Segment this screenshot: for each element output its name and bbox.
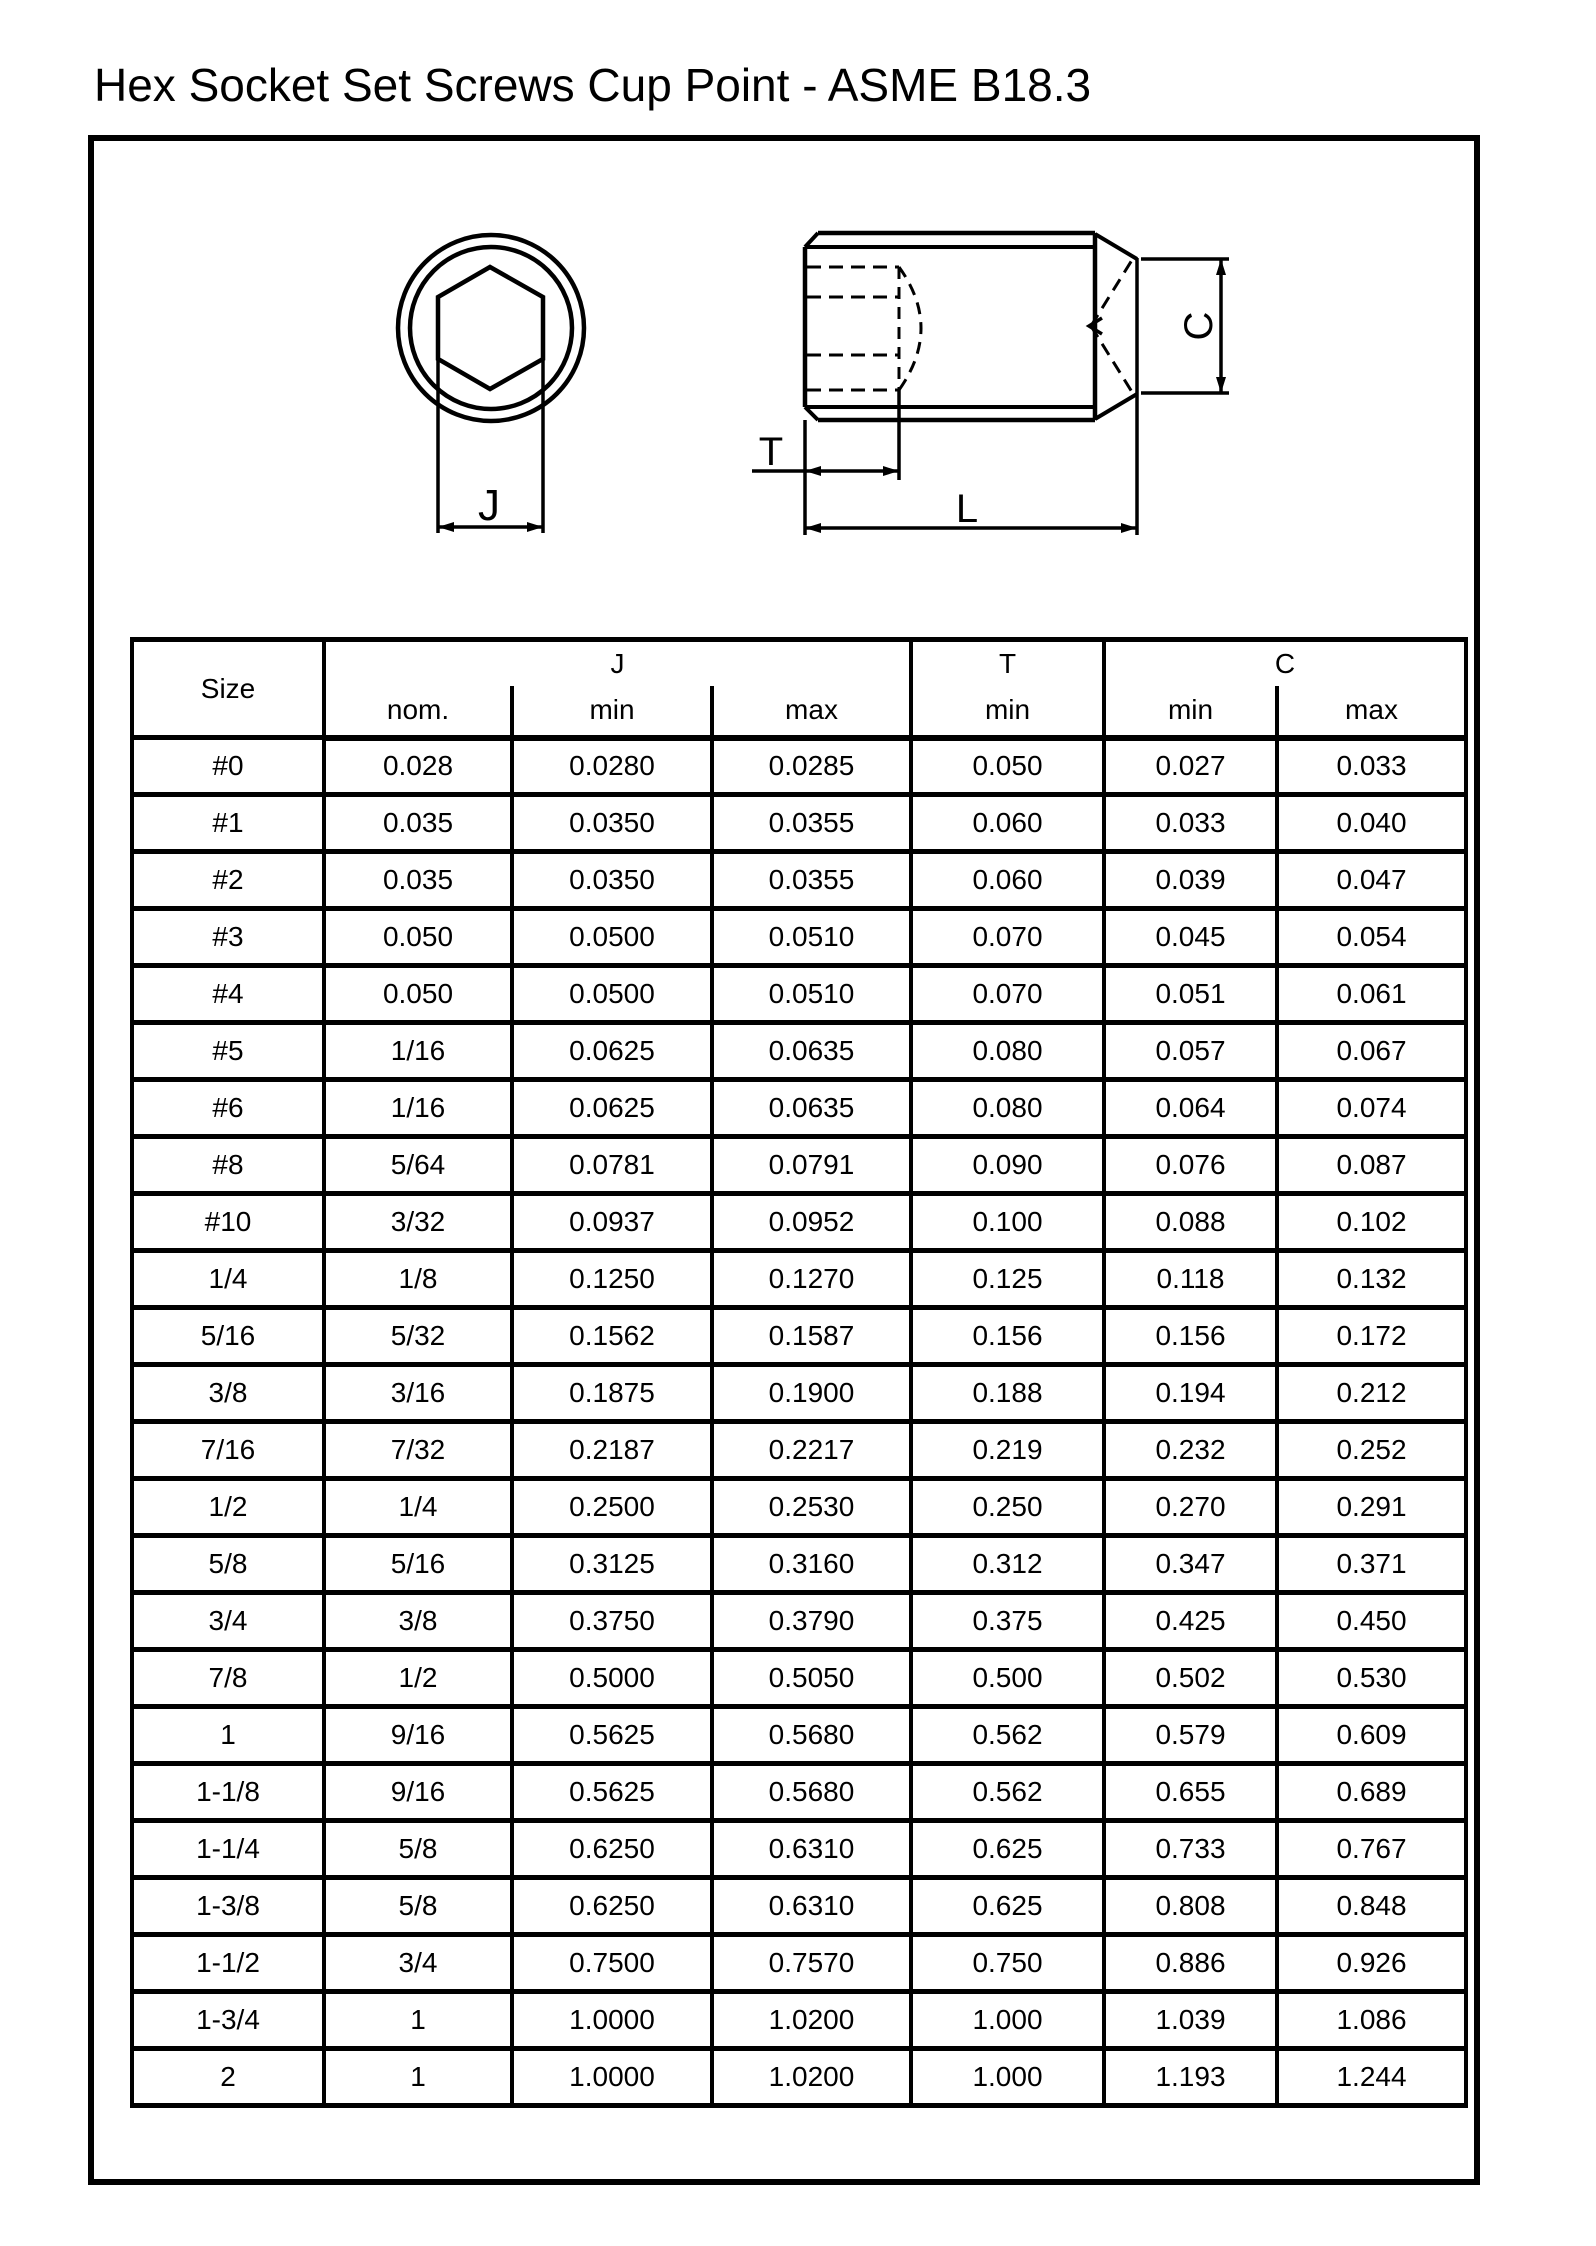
socket-hidden-lines [807,267,899,390]
size-cell: 7/8 [132,1650,324,1707]
value-cell: 0.0280 [512,738,712,795]
value-cell: 0.156 [1104,1308,1277,1365]
value-cell: 0.076 [1104,1137,1277,1194]
table-body [132,738,1466,2106]
value-cell: 0.450 [1277,1593,1466,1650]
value-cell: 0.088 [1104,1194,1277,1251]
value-cell: 0.0350 [512,795,712,852]
inner-circle [410,247,572,409]
l-arrow-left [805,523,821,533]
table-row [132,1707,1466,1764]
j-arrow-left [438,522,454,532]
c-arrow-top [1216,259,1226,275]
value-cell: 0.0350 [512,852,712,909]
value-cell: 0.0781 [512,1137,712,1194]
table-row [132,1422,1466,1479]
size-cell: 3/8 [132,1365,324,1422]
value-cell: 0.767 [1277,1821,1466,1878]
value-cell: 0.689 [1277,1764,1466,1821]
value-cell: 0.562 [911,1764,1104,1821]
value-cell: 0.0510 [712,909,911,966]
dim-label-j: J [478,481,500,530]
t-arrow-right [883,466,899,476]
col-header-j-max: max [712,686,911,738]
table-row [132,1821,1466,1878]
size-cell: 1-1/4 [132,1821,324,1878]
value-cell: 9/16 [324,1707,512,1764]
value-cell: 0.1875 [512,1365,712,1422]
value-cell: 0.1900 [712,1365,911,1422]
value-cell: 0.609 [1277,1707,1466,1764]
value-cell: 0.2530 [712,1479,911,1536]
table-row [132,1593,1466,1650]
col-group-c: C [1104,640,1466,686]
size-cell: 1-3/4 [132,1992,324,2049]
size-cell: 7/16 [132,1422,324,1479]
value-cell: 0.156 [911,1308,1104,1365]
table-row [132,795,1466,852]
value-cell: 0.212 [1277,1365,1466,1422]
value-cell: 3/8 [324,1593,512,1650]
value-cell: 0.132 [1277,1251,1466,1308]
value-cell: 3/16 [324,1365,512,1422]
dim-label-c: C [1177,311,1221,341]
value-cell: 9/16 [324,1764,512,1821]
value-cell: 0.5000 [512,1650,712,1707]
col-group-j: J [324,640,911,686]
value-cell: 0.7570 [712,1935,911,1992]
value-cell: 0.926 [1277,1935,1466,1992]
value-cell: 0.1250 [512,1251,712,1308]
value-cell: 0.064 [1104,1080,1277,1137]
size-cell: 5/16 [132,1308,324,1365]
l-arrow-right [1121,523,1137,533]
value-cell: 0.291 [1277,1479,1466,1536]
value-cell: 0.045 [1104,909,1277,966]
j-arrow-right [527,522,543,532]
header-sub-row [132,686,1466,738]
value-cell: 0.067 [1277,1023,1466,1080]
value-cell: 0.375 [911,1593,1104,1650]
value-cell: 0.347 [1104,1536,1277,1593]
table-row [132,1878,1466,1935]
value-cell: 0.102 [1277,1194,1466,1251]
value-cell: 0.033 [1104,795,1277,852]
value-cell: 5/64 [324,1137,512,1194]
value-cell: 0.625 [911,1821,1104,1878]
table-row [132,909,1466,966]
size-cell: #6 [132,1080,324,1137]
table-row [132,852,1466,909]
value-cell: 0.100 [911,1194,1104,1251]
size-cell: #5 [132,1023,324,1080]
table-row [132,1365,1466,1422]
value-cell: 0.5625 [512,1764,712,1821]
value-cell: 0.6310 [712,1821,911,1878]
value-cell: 1.0000 [512,2049,712,2106]
size-cell: 1-1/8 [132,1764,324,1821]
value-cell: 0.060 [911,852,1104,909]
value-cell: 0.070 [911,909,1104,966]
value-cell: 7/32 [324,1422,512,1479]
table-row [132,1308,1466,1365]
value-cell: 0.070 [911,966,1104,1023]
col-header-c-min: min [1104,686,1277,738]
size-cell: #2 [132,852,324,909]
table-row [132,1650,1466,1707]
outer-circle [398,235,584,421]
value-cell: 0.2217 [712,1422,911,1479]
size-cell: 1-1/2 [132,1935,324,1992]
value-cell: 0.6250 [512,1878,712,1935]
size-cell: 1/4 [132,1251,324,1308]
value-cell: 5/8 [324,1821,512,1878]
value-cell: 0.0937 [512,1194,712,1251]
value-cell: 0.0635 [712,1080,911,1137]
value-cell: 0.194 [1104,1365,1277,1422]
value-cell: 0.250 [911,1479,1104,1536]
value-cell: 0.625 [911,1878,1104,1935]
value-cell: 0.027 [1104,738,1277,795]
value-cell: 1/8 [324,1251,512,1308]
value-cell: 0.035 [324,852,512,909]
value-cell: 0.733 [1104,1821,1277,1878]
value-cell: 0.051 [1104,966,1277,1023]
value-cell: 5/32 [324,1308,512,1365]
value-cell: 0.500 [911,1650,1104,1707]
value-cell: 0.0500 [512,909,712,966]
size-cell: 2 [132,2049,324,2106]
value-cell: 0.655 [1104,1764,1277,1821]
value-cell: 1 [324,1992,512,2049]
hex-socket-outline [438,267,543,389]
header-group-row [132,640,1466,686]
table-row [132,1194,1466,1251]
value-cell: 0.050 [324,966,512,1023]
value-cell: 0.028 [324,738,512,795]
value-cell: 0.530 [1277,1650,1466,1707]
value-cell: 0.425 [1104,1593,1277,1650]
size-cell: #4 [132,966,324,1023]
value-cell: 0.3750 [512,1593,712,1650]
value-cell: 0.050 [324,909,512,966]
value-cell: 0.886 [1104,1935,1277,1992]
value-cell: 0.087 [1277,1137,1466,1194]
size-cell: 3/4 [132,1593,324,1650]
value-cell: 0.6250 [512,1821,712,1878]
value-cell: 0.047 [1277,852,1466,909]
drill-point-arc [899,267,921,390]
value-cell: 0.252 [1277,1422,1466,1479]
value-cell: 0.5625 [512,1707,712,1764]
value-cell: 0.270 [1104,1479,1277,1536]
value-cell: 0.0952 [712,1194,911,1251]
value-cell: 0.074 [1277,1080,1466,1137]
value-cell: 0.232 [1104,1422,1277,1479]
dim-label-l: L [955,487,979,531]
col-header-j-min: min [512,686,712,738]
value-cell: 0.050 [911,738,1104,795]
value-cell: 0.2187 [512,1422,712,1479]
value-cell: 0.5050 [712,1650,911,1707]
value-cell: 1.0200 [712,2049,911,2106]
value-cell: 1/16 [324,1023,512,1080]
value-cell: 0.0635 [712,1023,911,1080]
size-cell: #1 [132,795,324,852]
col-header-j-nom: nom. [324,686,512,738]
value-cell: 1/2 [324,1650,512,1707]
value-cell: 0.3790 [712,1593,911,1650]
value-cell: 1.000 [911,1992,1104,2049]
size-cell: 1-3/8 [132,1878,324,1935]
value-cell: 0.172 [1277,1308,1466,1365]
table-row [132,1764,1466,1821]
value-cell: 0.3160 [712,1536,911,1593]
value-cell: 0.502 [1104,1650,1277,1707]
value-cell: 1.193 [1104,2049,1277,2106]
table-row [132,966,1466,1023]
value-cell: 0.0285 [712,738,911,795]
value-cell: 0.0791 [712,1137,911,1194]
size-cell: #8 [132,1137,324,1194]
side-view [752,233,1229,535]
value-cell: 3/32 [324,1194,512,1251]
value-cell: 1 [324,2049,512,2106]
value-cell: 0.0355 [712,852,911,909]
value-cell: 0.0500 [512,966,712,1023]
value-cell: 0.125 [911,1251,1104,1308]
table-row [132,1992,1466,2049]
value-cell: 0.312 [911,1536,1104,1593]
value-cell: 0.054 [1277,909,1466,966]
end-view [398,235,584,533]
value-cell: 1/16 [324,1080,512,1137]
value-cell: 0.1270 [712,1251,911,1308]
value-cell: 0.039 [1104,852,1277,909]
table-row [132,1137,1466,1194]
value-cell: 0.0510 [712,966,911,1023]
value-cell: 0.090 [911,1137,1104,1194]
value-cell: 0.061 [1277,966,1466,1023]
col-header-size: Size [132,640,324,738]
value-cell: 0.0355 [712,795,911,852]
col-group-t: T [911,640,1104,686]
c-arrow-bottom [1216,377,1226,393]
value-cell: 0.2500 [512,1479,712,1536]
size-cell: #3 [132,909,324,966]
dim-label-t: T [758,430,784,474]
size-cell: #10 [132,1194,324,1251]
value-cell: 0.371 [1277,1536,1466,1593]
table-row [132,1080,1466,1137]
value-cell: 0.219 [911,1422,1104,1479]
value-cell: 0.5680 [712,1707,911,1764]
value-cell: 0.3125 [512,1536,712,1593]
value-cell: 5/16 [324,1536,512,1593]
value-cell: 1.0200 [712,1992,911,2049]
value-cell: 1.039 [1104,1992,1277,2049]
size-cell: #0 [132,738,324,795]
table-row [132,1251,1466,1308]
col-header-t-min: min [911,686,1104,738]
value-cell: 1.000 [911,2049,1104,2106]
value-cell: 1.086 [1277,1992,1466,2049]
value-cell: 0.080 [911,1023,1104,1080]
table-row [132,1479,1466,1536]
table-row [132,1935,1466,1992]
table-row [132,1536,1466,1593]
value-cell: 0.080 [911,1080,1104,1137]
table-row [132,738,1466,795]
value-cell: 1/4 [324,1479,512,1536]
value-cell: 0.0625 [512,1023,712,1080]
table-row [132,1023,1466,1080]
value-cell: 0.7500 [512,1935,712,1992]
value-cell: 0.562 [911,1707,1104,1764]
table-header [132,640,1466,738]
value-cell: 1.244 [1277,2049,1466,2106]
value-cell: 0.750 [911,1935,1104,1992]
value-cell: 0.035 [324,795,512,852]
value-cell: 0.579 [1104,1707,1277,1764]
col-header-c-max: max [1277,686,1466,738]
page-title: Hex Socket Set Screws Cup Point - ASME B18.3 [94,59,1092,111]
value-cell: 0.5680 [712,1764,911,1821]
technical-drawing [88,135,1480,615]
value-cell: 0.188 [911,1365,1104,1422]
size-cell: 1 [132,1707,324,1764]
value-cell: 0.0625 [512,1080,712,1137]
value-cell: 0.040 [1277,795,1466,852]
size-cell: 1/2 [132,1479,324,1536]
size-cell: 5/8 [132,1536,324,1593]
table-row [132,2049,1466,2106]
value-cell: 0.1562 [512,1308,712,1365]
t-arrow-left [805,466,821,476]
value-cell: 0.1587 [712,1308,911,1365]
value-cell: 0.060 [911,795,1104,852]
value-cell: 0.848 [1277,1878,1466,1935]
dimensions-table [130,637,1468,2108]
value-cell: 0.033 [1277,738,1466,795]
value-cell: 0.808 [1104,1878,1277,1935]
value-cell: 0.6310 [712,1878,911,1935]
value-cell: 3/4 [324,1935,512,1992]
value-cell: 5/8 [324,1878,512,1935]
value-cell: 0.118 [1104,1251,1277,1308]
value-cell: 0.057 [1104,1023,1277,1080]
value-cell: 1.0000 [512,1992,712,2049]
